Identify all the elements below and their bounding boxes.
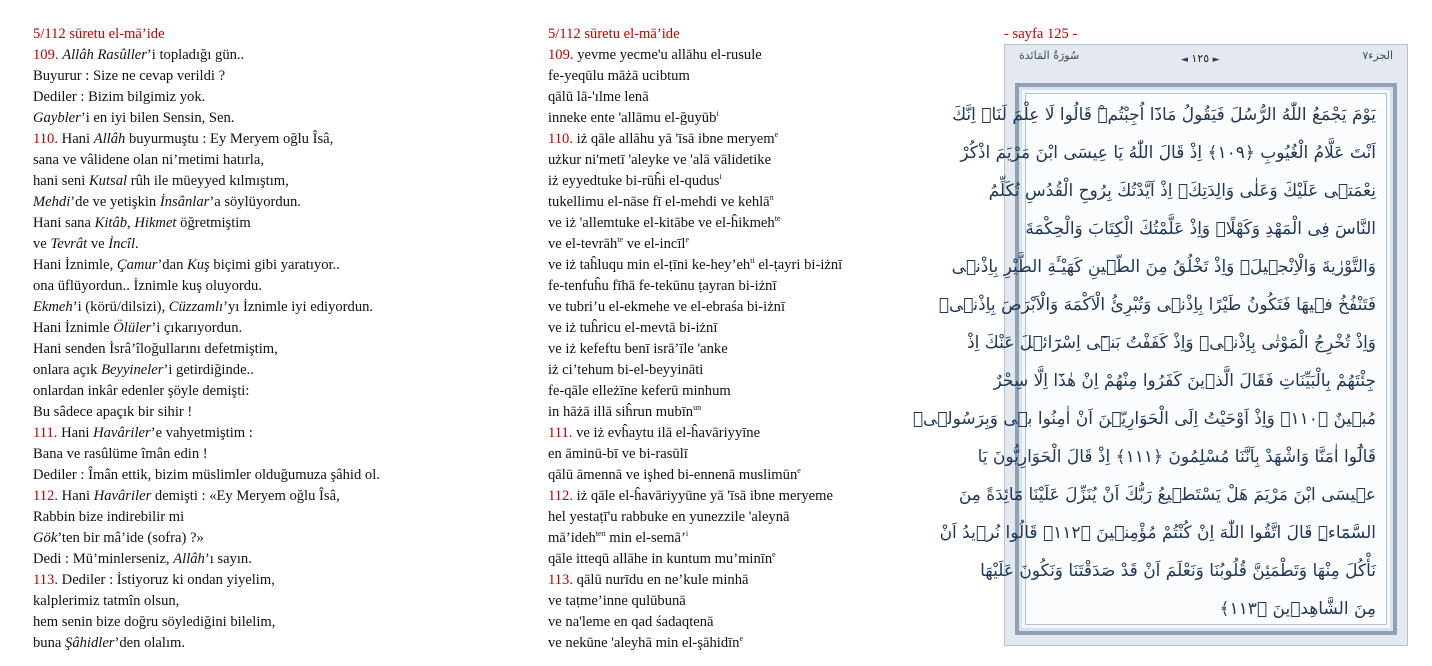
text-segment: ’i topladığı gün.. — [146, 47, 245, 63]
transliteration-line — [548, 66, 988, 87]
mushaf-page-image — [912, 44, 1408, 646]
transliteration-lines — [548, 45, 988, 654]
verse-number: 112. — [548, 488, 577, 504]
transliteration-line — [548, 591, 988, 612]
transliteration-line — [548, 318, 988, 339]
text-segment: buna — [33, 635, 66, 651]
text-segment: ve iż tuĥricu el-mevtā bi-iżnī — [548, 320, 718, 336]
text-segment: iż ci’tehum bi-el-beyyināti — [548, 362, 704, 378]
text-segment: Kutsal — [88, 173, 128, 189]
text-segment: İnsânlar — [159, 194, 210, 210]
transliteration-line — [548, 507, 988, 528]
superscript-ending: e — [685, 235, 690, 245]
transliteration-line — [548, 129, 988, 150]
transliteration-line — [548, 444, 988, 465]
transliteration-line — [548, 465, 988, 486]
transliteration-line — [548, 381, 988, 402]
translation-line — [33, 339, 533, 360]
translation-line — [33, 381, 533, 402]
text-segment: ve tubri’u el-ekmehe ve el-ebraśa bi-iżnī — [548, 299, 786, 315]
text-segment: ’yı İznimle iyi ediyordun. — [223, 299, 374, 315]
transliteration-line — [548, 255, 988, 276]
arabic-verse-line: نِعْمَتٖى عَلَيْكَ وَعَلٰى وَالِدَتِكَۢ اِذْ اَيَّدْتُكَ بِرُوحِ الْقُدُسِ تُكَلِّمُ — [988, 181, 1376, 201]
text-segment: ’e vahyetmiştim : — [150, 425, 253, 441]
superscript-ending: ti — [750, 256, 755, 266]
text-segment: ’i getirdiğinde.. — [163, 362, 254, 378]
text-segment: iż qāle el-ĥavāriyyūne yā 'īsā ibne meryeme — [576, 488, 833, 504]
text-segment: ’dan — [157, 257, 188, 273]
text-segment: ve taṭme’inne qulūbunā — [548, 593, 686, 609]
translation-line — [33, 591, 533, 612]
text-segment: buyurmuştu : Ey Meryem oğlu Îsâ, — [125, 131, 334, 147]
text-segment: Buyurur : Size ne cevap verildi ? — [33, 68, 226, 84]
text-segment: Allâh Rasûller — [62, 47, 147, 63]
translation-line — [33, 402, 533, 423]
verse-number: 111. — [548, 425, 577, 441]
superscript-ending: e — [774, 130, 779, 140]
transliteration-line — [548, 633, 988, 654]
text-segment: ’a söylüyordun. — [209, 194, 301, 210]
verse-number: 109. — [33, 47, 63, 63]
text-segment: iż qāle allāhu yā 'īsā ibne meryem — [576, 131, 775, 147]
translation-line — [33, 549, 533, 570]
text-segment: qālū nurīdu en ne’kule minhā — [576, 572, 749, 588]
translation-lines — [33, 45, 533, 654]
text-segment: Tevrât — [50, 236, 88, 252]
text-segment: demişti : «Ey Meryem oğlu Îsâ, — [151, 488, 340, 504]
transliteration-line — [548, 549, 988, 570]
text-segment: Hani — [61, 488, 94, 504]
transliteration-line — [548, 570, 988, 591]
translation-line — [33, 171, 533, 192]
text-segment: ’i en iyi bilen Sensin, Sen. — [80, 110, 235, 126]
superscript-ending: i — [719, 172, 722, 182]
superscript-ending: ten — [595, 529, 606, 539]
text-segment: Hikmet — [134, 215, 177, 231]
translation-line — [33, 360, 533, 381]
superscript-ending: te — [774, 214, 781, 224]
text-segment: sana ve vâlidene olan ni’metimi hatırla, — [33, 152, 264, 168]
translation-line — [33, 108, 533, 129]
arabic-verse-line: فَتَنْفُخُ فٖيهَا فَتَكُونُ طَيْرًا بِاِذْنٖى وَتُبْرِئُ الْاَكْمَهَ وَالْاَبْرَصَ بِاِذْنٖىۚ — [938, 295, 1376, 315]
arabic-verse-line: قَالُٓوا اٰمَنَّا وَاشْهَدْ بِاَنَّنَا مُسْلِمُونَ ﴿١١١﴾ اِذْ قَالَ الْحَوَارِيُّونَ يَا — [977, 447, 1376, 467]
mushaf-page-number: ١٢٥ — [1191, 52, 1210, 65]
text-segment: qāle itteqū allāhe in kuntum mu’minīn — [548, 551, 773, 567]
surah-header-translation: 5/112 sūretu el-mā’ide — [33, 26, 165, 42]
superscript-ending: n — [769, 193, 774, 203]
text-segment: Allâh — [173, 551, 205, 567]
text-segment: Dediler : Bizim bilgimiz yok. — [33, 89, 206, 105]
surah-name-arabic: سُورَةُ المَائدة — [1019, 49, 1080, 62]
text-segment: hel yestaṭī'u rabbuke en yunezzile 'aleynā — [548, 509, 790, 525]
mushaf-text-frame — [912, 83, 1397, 635]
text-segment: Hani senden İsrâ’îloğullarını defetmiştim, — [33, 341, 278, 357]
translation-line — [33, 465, 533, 486]
page-number-label: - sayfa 125 - — [1004, 26, 1078, 42]
text-segment: Ölüler — [113, 320, 152, 336]
text-segment: hani seni — [33, 173, 89, 189]
text-segment: İncîl — [108, 236, 136, 252]
turkish-translation-column — [33, 24, 533, 654]
text-segment: ve — [87, 236, 109, 252]
next-page-arrow-icon[interactable]: ► — [1212, 55, 1220, 65]
transliteration-line — [548, 612, 988, 633]
translation-line — [33, 213, 533, 234]
text-segment: ve — [33, 236, 51, 252]
text-segment: Bana ve rasûlüme îmân edin ! — [33, 446, 208, 462]
text-segment: in hāżā illā siĥrun mubīn — [548, 404, 694, 420]
transliteration-line — [548, 234, 988, 255]
translation-line — [33, 87, 533, 108]
text-segment: Dediler : Îmân ettik, bizim müslimler olduğumuza şâhid ol. — [33, 467, 380, 483]
text-segment: biçimi gibi yaratıyor.. — [209, 257, 340, 273]
text-segment: min el-semā’ — [605, 530, 686, 546]
superscript-ending: i — [716, 109, 719, 119]
translation-line — [33, 45, 533, 66]
transliteration-line — [548, 360, 988, 381]
transliteration-line — [548, 276, 988, 297]
arabic-verse-line: جِئْتَهُمْ بِالْبَيِّنَاتِ فَقَالَ الَّذٖينَ كَفَرُوا مِنْهُمْ اِنْ هٰذَٓا اِلَّا سِحْرٌ — [993, 371, 1376, 391]
text-segment: ve iż kefeftu benī isrā’īle 'anke — [548, 341, 728, 357]
verse-number: 110. — [33, 131, 62, 147]
arabic-verse-line: وَالتَّوْرٰيةَ وَالْاِنْجٖيلَۚ وَاِذْ تَخْلُقُ مِنَ الطّٖينِ كَهَيْـَٔةِ الطَّيْرِ بِاِذْنٖى — [951, 257, 1376, 277]
verse-number: 109. — [548, 47, 578, 63]
mushaf-page-nav — [1181, 52, 1220, 65]
text-segment: ’ten bir mâ’ide (sofra) ?» — [57, 530, 204, 546]
translation-line — [33, 66, 533, 87]
translation-line — [33, 528, 533, 549]
text-segment: Şâhidler — [65, 635, 115, 651]
transliteration-line — [548, 213, 988, 234]
text-segment: Hani İznimle, — [33, 257, 117, 273]
arabic-verse-line: وَاِذْ تُخْرِجُ الْمَوْتٰى بِاِذْنٖىۚ وَاِذْ كَفَفْتُ بَنٖٓى اِسْرَٓائٖلَ عَنْكَ اِذْ — [967, 333, 1376, 353]
text-segment: rûh ile müeyyed kılmıştım, — [127, 173, 289, 189]
text-segment: öğretmiştim — [176, 215, 251, 231]
juz-label: الجزء٧ — [1362, 49, 1393, 62]
superscript-ending: te — [617, 235, 624, 245]
text-segment: ve iż evĥaytu ilā el-ĥavāriyyīne — [576, 425, 761, 441]
verse-number: 113. — [33, 572, 62, 588]
text-segment: Bu sâdece apaçık bir sihir ! — [33, 404, 193, 420]
text-segment: Mehdi — [33, 194, 71, 210]
arabic-verse-line: نَأْكُلَ مِنْهَا وَتَطْمَئِنَّ قُلُوبُنَا وَنَعْلَمَ اَنْ قَدْ صَدَقْتَنَا وَنَكُونَ عَلَيْهَا — [980, 561, 1376, 581]
text-segment: Dediler : İstiyoruz ki ondan yiyelim, — [61, 572, 275, 588]
verse-number: 110. — [548, 131, 577, 147]
translation-line — [33, 486, 533, 507]
text-segment: yevme yecme'u allāhu el-rusule — [577, 47, 762, 63]
text-segment: tukellimu el-nāse fī el-mehdi ve kehlā — [548, 194, 770, 210]
text-segment: Çamur — [116, 257, 158, 273]
superscript-ending: e — [797, 466, 801, 476]
text-segment: ’ı sayın. — [204, 551, 252, 567]
text-segment: Beyyineler — [101, 362, 164, 378]
arabic-verse-line: اَنْتَ عَلَّامُ الْغُيُوبِ ﴿١٠٩﴾ اِذْ قَالَ اللّٰهُ يَا عِيسَى ابْنَ مَرْيَمَ اذْكُرْ — [960, 143, 1376, 163]
text-segment: Gök — [33, 530, 58, 546]
arabic-verse-line: السَّمَٓاءِۜ قَالَ اتَّقُوا اللّٰهَ اِنْ كُنْتُمْ مُؤْمِنٖينَ ﴿١١٢﴾ قَالُوا نُرٖيدُ اَنْ — [939, 523, 1376, 543]
text-segment: ve iż 'allemtuke el-kitābe ve el-ĥikmeh — [548, 215, 775, 231]
text-segment: Ekmeh — [33, 299, 73, 315]
translation-line — [33, 423, 533, 444]
text-segment: ve iż taĥluqu min el-ṭīni ke-hey’eh — [548, 257, 751, 273]
transliteration-line — [548, 45, 988, 66]
transliteration-line — [548, 171, 988, 192]
text-segment: ve el-tevrāh — [548, 236, 618, 252]
superscript-ending: un — [693, 403, 702, 413]
prev-page-arrow-icon[interactable]: ◄ — [1181, 55, 1188, 65]
text-segment: ’de ve yetişkin — [70, 194, 160, 210]
text-segment: Havâriler — [93, 425, 151, 441]
translation-line — [33, 507, 533, 528]
translation-line — [33, 192, 533, 213]
mushaf-text-area — [912, 93, 1387, 625]
text-segment: iż eyyedtuke bi-rūĥi el-qudus — [548, 173, 720, 189]
text-segment: Rabbin bize indirebilir mi — [33, 509, 185, 525]
text-segment: fe-qāle elleżīne keferū minhum — [548, 383, 731, 399]
text-segment: ve el-incīl — [623, 236, 686, 252]
arabic-verse-line: مُبٖينٌ ﴿١١٠﴾ وَاِذْ اَوْحَيْتُ اِلَى الْحَوَارِيّٖنَ اَنْ اٰمِنُوا بٖى وَبِرَسُولٖىۚ — [912, 409, 1376, 429]
arabic-verse-line: مِنَ الشَّاهِدٖينَ ﴿١١٣﴾ — [1219, 599, 1376, 619]
text-segment: Kuş — [187, 257, 210, 273]
text-segment: qālū lā-'ılme lenā — [548, 89, 649, 105]
text-segment: Allâh — [93, 131, 126, 147]
text-segment: Cüzzamlı — [168, 299, 224, 315]
text-segment: kalplerimiz tatmîn olsun, — [33, 593, 180, 609]
text-segment: Kitâb — [94, 215, 128, 231]
text-segment: Hani sana — [33, 215, 95, 231]
translation-line — [33, 234, 533, 255]
text-segment: fe-tenfuĥu fīhā fe-tekūnu ṭayran bi-iżnī — [548, 278, 777, 294]
translation-line — [33, 444, 533, 465]
text-segment: mā’ideh — [548, 530, 596, 546]
text-segment: użkur ni'metī 'aleyke ve 'alā vālidetike — [548, 152, 772, 168]
text-segment: onlardan inkâr edenler şöyle demişti: — [33, 383, 250, 399]
transliteration-line — [548, 486, 988, 507]
transliteration-line — [548, 87, 988, 108]
transliteration-line — [548, 108, 988, 129]
text-segment: ona üflüyordun.. İznimle kuş oluyordu. — [33, 278, 263, 294]
text-segment: onlara açık — [33, 362, 102, 378]
superscript-ending: i — [685, 529, 689, 539]
translation-line — [33, 570, 533, 591]
transliteration-line — [548, 150, 988, 171]
transliteration-column — [548, 24, 988, 654]
superscript-ending: e — [739, 634, 744, 644]
text-segment: Havâriler — [93, 488, 152, 504]
text-segment: ’den olalım. — [114, 635, 186, 651]
arabic-verse-line: يَوْمَ يَجْمَعُ اللّٰهُ الرُّسُلَ فَيَقُولُ مَاذَٓا اُجِبْتُمْۜ قَالُوا لَا عِلْمَ لَنَاۜ اِنَّكَ — [952, 105, 1376, 125]
text-segment: . — [135, 236, 139, 252]
transliteration-line — [548, 192, 988, 213]
text-segment: Hani — [61, 131, 94, 147]
verse-number: 111. — [33, 425, 62, 441]
translation-line — [33, 318, 533, 339]
transliteration-line — [548, 528, 988, 549]
arabic-verse-line: عٖيسَى ابْنَ مَرْيَمَ هَلْ يَسْتَطٖيعُ رَبُّكَ اَنْ يُنَزِّلَ عَلَيْنَا مَٓائِدَةً مِنَ — [958, 485, 1376, 505]
text-segment: Hani İznimle — [33, 320, 114, 336]
text-segment: qālū āmennā ve işhed bi-ennenā muslimūn — [548, 467, 798, 483]
text-segment: ve na'leme en qad śadaqtenā — [548, 614, 714, 630]
text-segment: Dedi : Mü’minlerseniz, — [33, 551, 174, 567]
mushaf-header — [1005, 45, 1407, 71]
text-segment: hem senin bize doğru söylediğini bilelim, — [33, 614, 276, 630]
text-segment: inneke ente 'allāmu el-ğuyūb — [548, 110, 717, 126]
text-segment: ’i çıkarıyordun. — [151, 320, 243, 336]
verse-number: 112. — [33, 488, 62, 504]
text-segment: fe-yeqūlu māżā ucibtum — [548, 68, 690, 84]
text-segment: Gaybler — [33, 110, 81, 126]
text-segment: , — [127, 215, 135, 231]
translation-line — [33, 612, 533, 633]
superscript-ending: e — [772, 550, 776, 560]
surah-header-transliteration: 5/112 sūretu el-mā’ide — [548, 26, 680, 42]
translation-line — [33, 129, 533, 150]
transliteration-line — [548, 297, 988, 318]
text-segment: el-ṭayri bi-iżnī — [754, 257, 843, 273]
text-segment: Hani — [61, 425, 94, 441]
text-segment: ’i (körü/dilsizi), — [72, 299, 169, 315]
translation-line — [33, 633, 533, 654]
transliteration-line — [548, 339, 988, 360]
text-segment: en āminū-bī ve bi-rasūlī — [548, 446, 688, 462]
translation-line — [33, 276, 533, 297]
translation-line — [33, 297, 533, 318]
text-segment: ve nekūne 'aleyhā min el-şāhidīn — [548, 635, 740, 651]
translation-line — [33, 255, 533, 276]
translation-line — [33, 150, 533, 171]
verse-number: 113. — [548, 572, 577, 588]
arabic-verse-line: النَّاسَ فِى الْمَهْدِ وَكَهْلًاۚ وَاِذْ عَلَّمْتُكَ الْكِتَابَ وَالْحِكْمَةَ — [1025, 219, 1376, 239]
